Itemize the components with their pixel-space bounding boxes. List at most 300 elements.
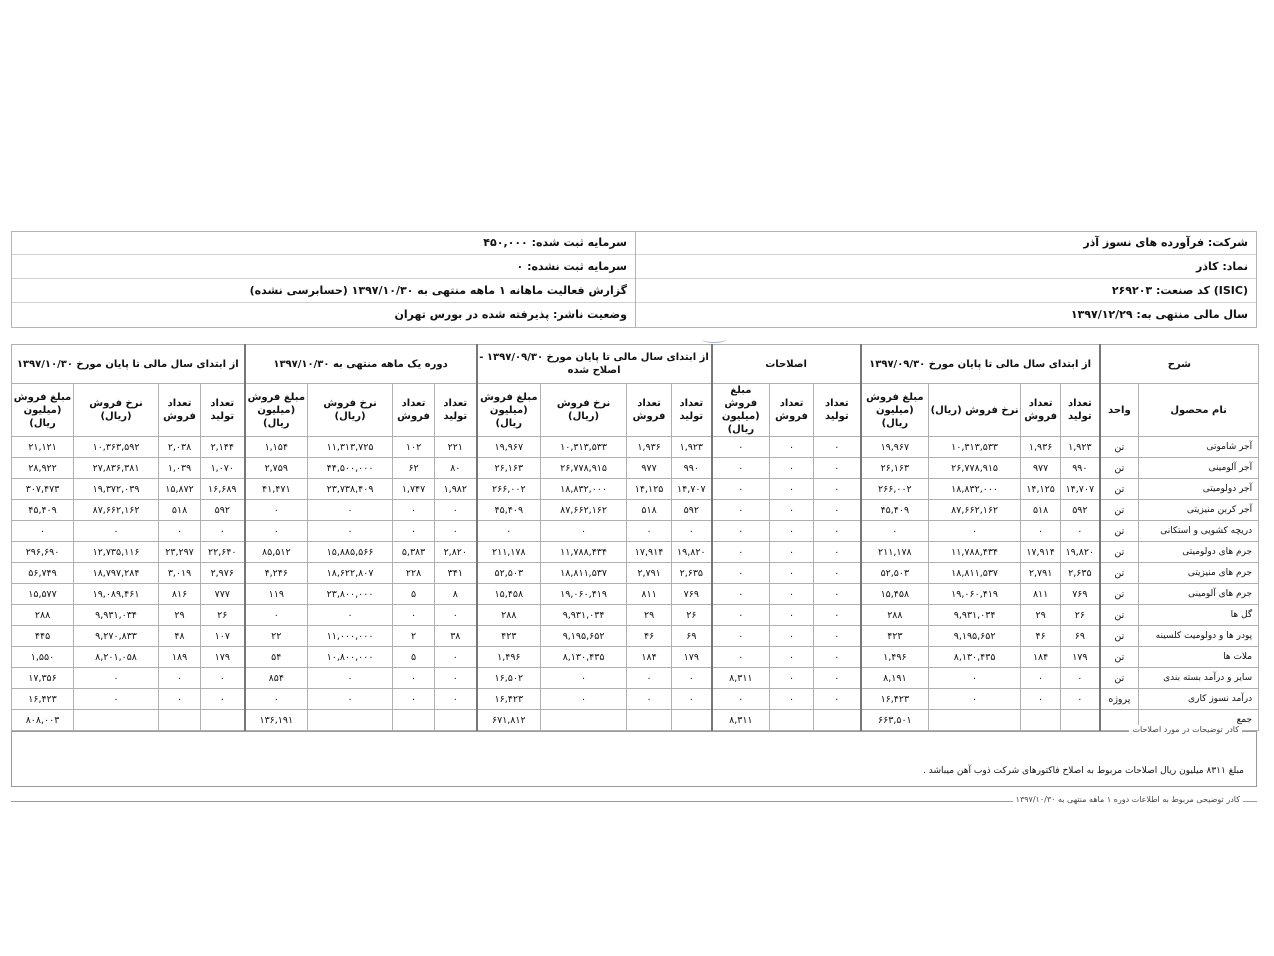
value-cell: ۴۵,۴۰۹ (861, 500, 929, 521)
value-cell: ۰ (393, 605, 435, 626)
value-cell: ۱,۱۵۴ (245, 437, 308, 458)
value-cell: ۰ (712, 437, 770, 458)
value-cell: ۰ (929, 668, 1021, 689)
publisher-status: وضعیت ناشر: پذیرفته شده در بورس تهران (394, 308, 627, 321)
value-cell: ۱,۵۵۰ (12, 647, 74, 668)
period-notes-legend: کادر توضیحی مربوط به اطلاعات دوره ۱ ماهه منتهی به ۱۳۹۷/۱۰/۳۰ (1013, 795, 1243, 804)
value-cell: ۸,۳۱۱ (712, 710, 770, 731)
value-cell: ۰ (712, 500, 770, 521)
value-cell: ۴۱,۴۷۱ (245, 479, 308, 500)
value-cell: ۰ (12, 521, 74, 542)
table-row (12, 458, 1259, 479)
value-cell: ۶۶۳,۵۰۱ (861, 710, 929, 731)
value-cell: ۰ (201, 689, 245, 710)
value-cell: ۸۵,۵۱۲ (245, 542, 308, 563)
value-cell: ۰ (1061, 668, 1100, 689)
value-cell: ۱۶,۴۲۳ (12, 689, 74, 710)
value-cell: ۸۱۱ (1021, 584, 1061, 605)
value-cell: ۱۴,۱۲۵ (1021, 479, 1061, 500)
value-cell (929, 710, 1021, 731)
value-cell: ۲,۶۳۵ (672, 563, 712, 584)
value-cell: ۰ (770, 647, 814, 668)
value-cell: ۲۸۸ (12, 605, 74, 626)
value-cell: ۰ (770, 584, 814, 605)
value-cell: ۴۲۳ (477, 626, 541, 647)
col-unit: واحد (1100, 384, 1139, 437)
fiscal-year: سال مالی منتهی به: ۱۳۹۷/۱۲/۲۹ (1070, 308, 1248, 321)
value-cell: ۰ (770, 479, 814, 500)
unit-cell: تن (1100, 479, 1139, 500)
value-cell: ۰ (770, 542, 814, 563)
value-cell: ۱۸,۷۹۷,۲۸۴ (74, 563, 159, 584)
value-cell: ۲۳,۸۰۰,۰۰۰ (308, 584, 393, 605)
value-cell: ۰ (393, 668, 435, 689)
value-cell: ۰ (541, 521, 627, 542)
group-ytd-1030: از ابتدای سال مالی تا پایان مورخ ۱۳۹۷/۱۰/۳۰ (12, 345, 245, 384)
value-cell: ۲۱۱,۱۷۸ (861, 542, 929, 563)
capital-info-box (11, 231, 636, 328)
col-sales-qty: تعداد فروش (393, 384, 435, 437)
value-cell: ۱۱,۰۰۰,۰۰۰ (308, 626, 393, 647)
product-name-cell: آجر کربن منیزیتی (1139, 500, 1259, 521)
value-cell: ۵۱۸ (627, 500, 672, 521)
product-name-cell: دریچه کشویی و استکانی (1139, 521, 1259, 542)
value-cell: ۸۷,۶۶۲,۱۶۲ (74, 500, 159, 521)
value-cell: ۱۸,۸۳۲,۰۰۰ (929, 479, 1021, 500)
value-cell: ۰ (245, 521, 308, 542)
value-cell: ۲۶,۷۷۸,۹۱۵ (929, 458, 1021, 479)
value-cell: ۰ (814, 479, 861, 500)
unit-cell: تن (1100, 584, 1139, 605)
value-cell: ۲,۷۵۹ (245, 458, 308, 479)
col-rate: نرخ فروش (ریال) (74, 384, 159, 437)
value-cell: ۵,۳۸۳ (393, 542, 435, 563)
value-cell: ۰ (672, 668, 712, 689)
value-cell (74, 710, 159, 731)
value-cell: ۰ (814, 542, 861, 563)
value-cell: ۸,۱۳۰,۴۳۵ (929, 647, 1021, 668)
value-cell: ۰ (245, 500, 308, 521)
value-cell: ۲۸۸ (861, 605, 929, 626)
value-cell: ۷۷۷ (201, 584, 245, 605)
value-cell: ۵ (393, 584, 435, 605)
value-cell: ۱۵,۵۷۷ (12, 584, 74, 605)
value-cell: ۲۹ (1021, 605, 1061, 626)
value-cell: ۱۸۴ (1021, 647, 1061, 668)
value-cell (308, 710, 393, 731)
value-cell: ۰ (814, 647, 861, 668)
value-cell: ۲۶,۷۷۸,۹۱۵ (541, 458, 627, 479)
value-cell: ۰ (712, 479, 770, 500)
value-cell: ۱۶,۴۲۳ (861, 689, 929, 710)
value-cell: ۰ (814, 500, 861, 521)
value-cell: ۱۶,۵۰۲ (477, 668, 541, 689)
value-cell: ۸۵۴ (245, 668, 308, 689)
value-cell: ۲۹۶,۶۹۰ (12, 542, 74, 563)
value-cell: ۷۶۹ (1061, 584, 1100, 605)
value-cell: ۸۱۶ (159, 584, 201, 605)
symbol: نماد: کاذر (636, 256, 1256, 279)
value-cell: ۸,۲۰۱,۰۵۸ (74, 647, 159, 668)
value-cell: ۲ (393, 626, 435, 647)
value-cell: ۵۱۸ (159, 500, 201, 521)
value-cell: ۲۱,۱۲۱ (12, 437, 74, 458)
value-cell: ۱,۹۲۳ (1061, 437, 1100, 458)
value-cell: ۰ (1021, 689, 1061, 710)
col-production: تعداد تولید (435, 384, 477, 437)
value-cell: ۱۱۹ (245, 584, 308, 605)
group-adjustments: اصلاحات (712, 345, 861, 384)
value-cell: ۱,۰۳۹ (159, 458, 201, 479)
company-name: شرکت: فرآورده های نسوز آذر (636, 232, 1256, 255)
value-cell: ۰ (814, 668, 861, 689)
value-cell: ۱۰,۳۱۳,۵۳۳ (929, 437, 1021, 458)
value-cell: ۰ (308, 689, 393, 710)
value-cell: ۱۵,۴۵۸ (861, 584, 929, 605)
value-cell: ۱۹,۰۶۰,۴۱۹ (541, 584, 627, 605)
value-cell: ۱۸,۸۳۲,۰۰۰ (541, 479, 627, 500)
value-cell: ۰ (814, 626, 861, 647)
value-cell: ۰ (308, 521, 393, 542)
col-sales-qty: تعداد فروش (770, 384, 814, 437)
value-cell: ۵۴ (245, 647, 308, 668)
value-cell: ۰ (74, 521, 159, 542)
value-cell: ۲۹ (159, 605, 201, 626)
value-cell: ۲۶ (1061, 605, 1100, 626)
value-cell: ۹,۱۹۵,۶۵۲ (541, 626, 627, 647)
value-cell: ۹۹۰ (1061, 458, 1100, 479)
value-cell: ۰ (435, 647, 477, 668)
value-cell: ۵۲,۵۰۳ (861, 563, 929, 584)
product-name-cell: آجر آلومینی (1139, 458, 1259, 479)
adjustments-notes-box (11, 725, 1257, 787)
value-cell: ۱۲,۷۳۵,۱۱۶ (74, 542, 159, 563)
value-cell: ۲۸,۹۲۲ (12, 458, 74, 479)
col-production: تعداد تولید (814, 384, 861, 437)
value-cell: ۰ (814, 437, 861, 458)
value-cell: ۰ (393, 689, 435, 710)
value-cell: ۰ (541, 668, 627, 689)
value-cell: ۰ (159, 689, 201, 710)
value-cell: ۲,۶۳۵ (1061, 563, 1100, 584)
product-name-cell: سایر و درآمد بسته بندی (1139, 668, 1259, 689)
value-cell: ۰ (770, 605, 814, 626)
value-cell (627, 710, 672, 731)
value-cell: ۱۴,۱۲۵ (627, 479, 672, 500)
table-row (12, 521, 1259, 542)
value-cell: ۰ (435, 668, 477, 689)
value-cell: ۰ (770, 437, 814, 458)
value-cell: ۱,۹۸۲ (435, 479, 477, 500)
value-cell: ۱۸,۶۲۲,۸۰۷ (308, 563, 393, 584)
value-cell: ۱۱,۳۱۳,۷۲۵ (308, 437, 393, 458)
value-cell: ۹,۲۷۰,۸۳۳ (74, 626, 159, 647)
value-cell: ۰ (712, 542, 770, 563)
product-name-cell: گل ها (1139, 605, 1259, 626)
value-cell: ۸ (435, 584, 477, 605)
value-cell: ۱,۰۷۰ (201, 458, 245, 479)
value-cell: ۰ (712, 647, 770, 668)
unit-cell: تن (1100, 521, 1139, 542)
value-cell: ۱۷,۹۱۴ (627, 542, 672, 563)
value-cell: ۱۸,۸۱۱,۵۳۷ (541, 563, 627, 584)
value-cell: ۰ (770, 458, 814, 479)
value-cell: ۵۲,۵۰۳ (477, 563, 541, 584)
unit-cell: پروژه (1100, 689, 1139, 710)
value-cell: ۱,۴۹۶ (861, 647, 929, 668)
unit-cell: تن (1100, 647, 1139, 668)
period-notes-box (11, 795, 1257, 822)
value-cell: ۱۶,۶۸۹ (201, 479, 245, 500)
value-cell: ۲۳,۷۳۸,۴۰۹ (308, 479, 393, 500)
col-rate: نرخ فروش (ریال) (308, 384, 393, 437)
value-cell: ۰ (672, 689, 712, 710)
table-row (12, 500, 1259, 521)
value-cell: ۰ (1021, 521, 1061, 542)
value-cell: ۳,۰۱۹ (159, 563, 201, 584)
value-cell: ۱۸,۸۱۱,۵۳۷ (929, 563, 1021, 584)
product-name-cell: جمع (1139, 710, 1259, 731)
group-ytd-0930: از ابتدای سال مالی تا پایان مورخ ۱۳۹۷/۰۹/۳۰ (861, 345, 1100, 384)
value-cell: ۱۸۴ (627, 647, 672, 668)
value-cell: ۱,۷۴۷ (393, 479, 435, 500)
value-cell: ۱۳۶,۱۹۱ (245, 710, 308, 731)
value-cell (393, 710, 435, 731)
value-cell: ۲۲۱ (435, 437, 477, 458)
production-sales-table (11, 344, 1259, 731)
value-cell: ۰ (74, 689, 159, 710)
value-cell: ۵۹۲ (672, 500, 712, 521)
unit-cell: تن (1100, 437, 1139, 458)
value-cell: ۰ (861, 521, 929, 542)
unit-cell: تن (1100, 563, 1139, 584)
group-one-month-1030: دوره یک ماهه منتهی به ۱۳۹۷/۱۰/۳۰ (245, 345, 477, 384)
value-cell: ۴۵,۴۰۹ (477, 500, 541, 521)
value-cell: ۱۵,۴۵۸ (477, 584, 541, 605)
value-cell: ۰ (814, 458, 861, 479)
table-row (12, 542, 1259, 563)
value-cell: ۲۷,۸۳۶,۳۸۱ (74, 458, 159, 479)
value-cell: ۲۶ (201, 605, 245, 626)
value-cell: ۴۴۵ (12, 626, 74, 647)
value-cell: ۲۲۸ (393, 563, 435, 584)
value-cell: ۲۲ (245, 626, 308, 647)
value-cell: ۱۹,۸۲۰ (672, 542, 712, 563)
value-cell: ۱,۹۳۶ (627, 437, 672, 458)
value-cell: ۱,۴۹۶ (477, 647, 541, 668)
value-cell: ۰ (435, 605, 477, 626)
table-row (12, 563, 1259, 584)
table-row (12, 437, 1259, 458)
value-cell (435, 710, 477, 731)
value-cell: ۴۶ (627, 626, 672, 647)
value-cell: ۱۵,۸۷۲ (159, 479, 201, 500)
value-cell: ۱۰۲ (393, 437, 435, 458)
table-row (12, 689, 1259, 710)
value-cell: ۰ (814, 689, 861, 710)
value-cell: ۱۷,۹۱۴ (1021, 542, 1061, 563)
value-cell: ۰ (814, 584, 861, 605)
value-cell: ۲,۰۳۸ (159, 437, 201, 458)
col-amount: مبلغ فروش (میلیون ریال) (245, 384, 308, 437)
value-cell: ۰ (712, 521, 770, 542)
value-cell: ۶۹ (672, 626, 712, 647)
value-cell (201, 710, 245, 731)
product-name-cell: جرم های منیزیتی (1139, 563, 1259, 584)
value-cell: ۱۹,۸۲۰ (1061, 542, 1100, 563)
value-cell: ۰ (393, 500, 435, 521)
value-cell: ۰ (201, 668, 245, 689)
value-cell: ۹۹۰ (672, 458, 712, 479)
unit-cell: تن (1100, 542, 1139, 563)
value-cell: ۰ (1061, 689, 1100, 710)
table-row (12, 668, 1259, 689)
unit-cell: تن (1100, 605, 1139, 626)
value-cell: ۱۹,۳۷۲,۰۳۹ (74, 479, 159, 500)
value-cell: ۱۹,۰۶۰,۴۱۹ (929, 584, 1021, 605)
col-rate: نرخ فروش (ریال) (541, 384, 627, 437)
value-cell (159, 710, 201, 731)
product-name-cell: ملات ها (1139, 647, 1259, 668)
value-cell: ۱۰,۳۶۳,۵۹۲ (74, 437, 159, 458)
value-cell: ۲۳,۲۹۷ (159, 542, 201, 563)
value-cell: ۰ (712, 563, 770, 584)
value-cell: ۰ (672, 521, 712, 542)
col-amount: مبلغ فروش (میلیون ریال) (712, 384, 770, 437)
product-name-cell: پودر ها و دولومیت کلسینه (1139, 626, 1259, 647)
table-row (12, 647, 1259, 668)
value-cell: ۰ (159, 668, 201, 689)
value-cell: ۰ (627, 668, 672, 689)
col-rate: نرخ فروش (ریال) (929, 384, 1021, 437)
value-cell: ۰ (627, 689, 672, 710)
value-cell: ۱۷۹ (201, 647, 245, 668)
value-cell: ۱۰,۳۱۳,۵۳۳ (541, 437, 627, 458)
value-cell: ۴۸ (159, 626, 201, 647)
adjustments-notes-legend: کادر توضیحات در مورد اصلاحات (1129, 725, 1242, 734)
unit-cell: تن (1100, 458, 1139, 479)
value-cell: ۰ (814, 605, 861, 626)
col-sales-qty: تعداد فروش (627, 384, 672, 437)
value-cell: ۰ (477, 521, 541, 542)
value-cell: ۲,۷۹۱ (627, 563, 672, 584)
value-cell: ۱۸۹ (159, 647, 201, 668)
col-sales-qty: تعداد فروش (1021, 384, 1061, 437)
registered-capital: سرمایه ثبت شده: ۴۵۰,۰۰۰ (12, 232, 635, 255)
value-cell: ۱۷,۳۵۶ (12, 668, 74, 689)
value-cell: ۴۵,۴۰۹ (12, 500, 74, 521)
product-name-cell: آجر دولومیتی (1139, 479, 1259, 500)
value-cell: ۵ (393, 647, 435, 668)
value-cell: ۰ (1021, 668, 1061, 689)
value-cell: ۰ (308, 668, 393, 689)
value-cell: ۱۴,۷۰۷ (1061, 479, 1100, 500)
value-cell: ۰ (627, 521, 672, 542)
value-cell (672, 710, 712, 731)
value-cell: ۰ (770, 626, 814, 647)
value-cell (1061, 710, 1100, 731)
value-cell: ۰ (712, 626, 770, 647)
value-cell: ۸۰ (435, 458, 477, 479)
value-cell: ۱۹,۹۶۷ (861, 437, 929, 458)
value-cell: ۱۹,۰۸۹,۴۶۱ (74, 584, 159, 605)
value-cell: ۳۰۷,۴۷۳ (12, 479, 74, 500)
value-cell: ۲۶,۱۶۳ (861, 458, 929, 479)
group-description: شرح (1100, 345, 1259, 384)
table-row (12, 710, 1259, 731)
value-cell: ۰ (770, 668, 814, 689)
value-cell: ۱۱,۷۸۸,۴۳۴ (541, 542, 627, 563)
value-cell: ۲۶ (672, 605, 712, 626)
product-name-cell: جرم های دولومیتی (1139, 542, 1259, 563)
unit-cell: تن (1100, 626, 1139, 647)
col-amount: مبلغ فروش (میلیون ریال) (861, 384, 929, 437)
unit-cell: تن (1100, 500, 1139, 521)
table-body (12, 437, 1259, 731)
table-row (12, 626, 1259, 647)
value-cell: ۰ (770, 500, 814, 521)
value-cell: ۲۸۸ (477, 605, 541, 626)
value-cell: ۲,۷۹۱ (1021, 563, 1061, 584)
value-cell: ۰ (159, 521, 201, 542)
value-cell: ۹۷۷ (1021, 458, 1061, 479)
value-cell: ۰ (712, 689, 770, 710)
value-cell: ۱۷۹ (1061, 647, 1100, 668)
value-cell: ۱,۹۳۶ (1021, 437, 1061, 458)
value-cell: ۰ (929, 521, 1021, 542)
product-name-cell: آجر شاموتی (1139, 437, 1259, 458)
value-cell: ۰ (712, 458, 770, 479)
value-cell: ۰ (814, 521, 861, 542)
table-row (12, 479, 1259, 500)
value-cell: ۴۶ (1021, 626, 1061, 647)
report-header (11, 231, 1257, 326)
value-cell (770, 710, 814, 731)
value-cell: ۹,۱۹۵,۶۵۲ (929, 626, 1021, 647)
value-cell: ۶۹ (1061, 626, 1100, 647)
value-cell (541, 710, 627, 731)
value-cell: ۰ (541, 689, 627, 710)
value-cell: ۲۶۶,۰۰۲ (861, 479, 929, 500)
col-sales-qty: تعداد فروش (159, 384, 201, 437)
value-cell: ۰ (245, 605, 308, 626)
value-cell: ۰ (814, 563, 861, 584)
col-production: تعداد تولید (1061, 384, 1100, 437)
value-cell: ۲۲,۶۴۰ (201, 542, 245, 563)
value-cell: ۸۷,۶۶۲,۱۶۲ (929, 500, 1021, 521)
col-amount: مبلغ فروش (میلیون ریال) (477, 384, 541, 437)
value-cell: ۱۰,۸۰۰,۰۰۰ (308, 647, 393, 668)
col-amount: مبلغ فروش (میلیون ریال) (12, 384, 74, 437)
value-cell: ۲,۱۴۴ (201, 437, 245, 458)
value-cell: ۸۷,۶۶۲,۱۶۲ (541, 500, 627, 521)
value-cell: ۲,۸۲۰ (435, 542, 477, 563)
value-cell: ۹,۹۳۱,۰۳۴ (74, 605, 159, 626)
value-cell: ۲۶۶,۰۰۲ (477, 479, 541, 500)
value-cell: ۵۹۲ (201, 500, 245, 521)
group-ytd-0930-adjusted: از ابتدای سال مالی تا پایان مورخ ۱۳۹۷/۰۹/۳۰ - اصلاح شده (477, 345, 712, 384)
value-cell: ۲۹ (627, 605, 672, 626)
col-production: تعداد تولید (201, 384, 245, 437)
value-cell: ۱۱,۷۸۸,۴۳۴ (929, 542, 1021, 563)
value-cell: ۵۱۸ (1021, 500, 1061, 521)
unregistered-capital: سرمایه ثبت نشده: ۰ (12, 256, 635, 279)
value-cell: ۰ (1061, 521, 1100, 542)
value-cell: ۹,۹۳۱,۰۳۴ (541, 605, 627, 626)
value-cell: ۷۶۹ (672, 584, 712, 605)
value-cell: ۳۸ (435, 626, 477, 647)
value-cell (1021, 710, 1061, 731)
